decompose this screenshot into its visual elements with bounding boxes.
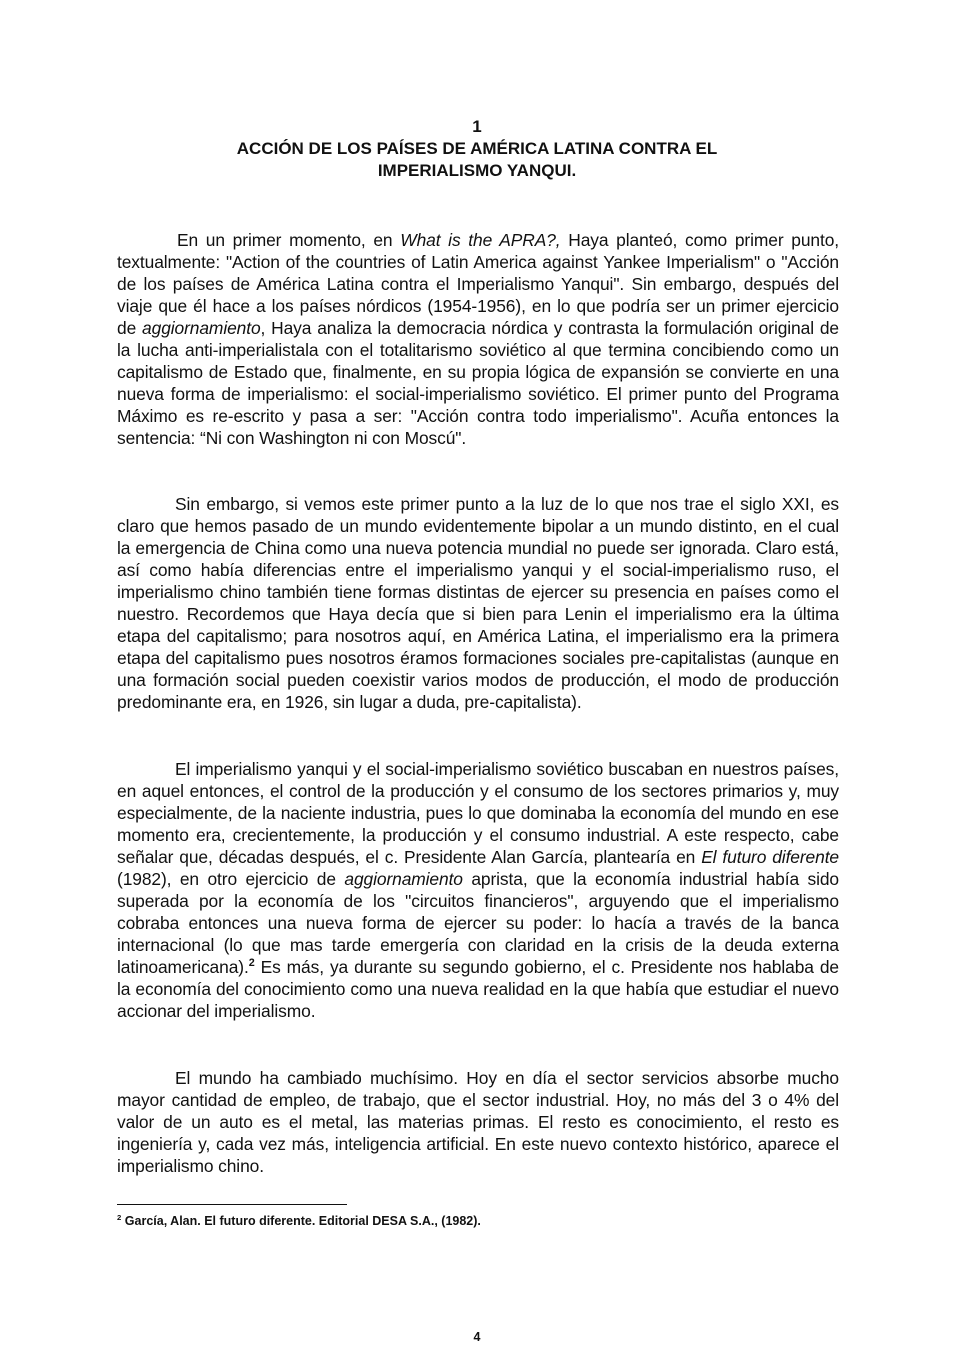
paragraph-1-text — [117, 229, 839, 449]
paragraph-3 — [117, 758, 839, 1022]
paragraph-3-segment: aprista, que la economía industrial había sido superada por la economía de los "circuitos financieros", arguyendo que el imperialismo cobraba entonces una nueva forma de ejercer su poder: lo hacía a través de la banca internacional (lo que mas tarde emergería con claridad en la crisis de la deuda externa latinoamericana). — [117, 869, 839, 977]
footnote-text: García, Alan. El futuro diferente. Editorial DESA S.A., (1982). — [121, 1214, 481, 1228]
paragraph-3-segment: (1982), en otro ejercicio de — [117, 869, 345, 889]
paragraph-3-segment: El imperialismo yanqui y el social-imperialismo soviético buscaban en nuestros países, en aquel entonces, el control de la producción y el consumo de los sectores primarios y, muy especialmente, de la naciente industria, pues lo que dominaba la economía del mundo en ese momento era, crecientemente, la producción y el consumo industrial. A este respecto, cabe señalar que, décadas después, el c. Presidente Alan García, plantearía en — [117, 759, 839, 867]
paragraph-1-segment: Haya planteó, como primer punto, textualmente: "Action of the countries of Latin America against Yankee Imperialism" o "Acción de los países de América Latina contra el Imperialismo Yanqui". Sin embargo, después del viaje que él hace a los países nórdicos (1954-1956), en lo que podría ser un primer ejercicio de — [117, 230, 840, 338]
footnote-reference[interactable]: 2 — [248, 957, 255, 970]
paragraph-3-text — [117, 758, 839, 1022]
paragraph-1-segment: , Haya analiza la democracia nórdica y contrasta la formulación original de la lucha anti-imperialistala con el totalitarismo soviético al que termina concibiendo como un capitalismo de Estado que, finalmente, en su propia lógica de expansión se convierte en una nueva forma de imperialismo: el social-imperialismo soviético. El primer punto del Programa Máximo es re-escrito y pasa a ser: "Acción contra todo imperialismo". Acuña entonces la sentencia: “Ni con Washington ni con Moscú". — [117, 318, 839, 448]
paragraph-4-text: El mundo ha cambiado muchísimo. Hoy en día el sector servicios absorbe mucho mayor cantidad de empleo, de trabajo, que el sector industrial. Hoy, no más del 3 o 4% del valor de un auto es el metal, las materias primas. El resto es conocimiento, el resto es ingeniería y, cada vez más, inteligencia artificial. En este nuevo contexto histórico, aparece el imperialismo chino. — [117, 1068, 839, 1176]
section-title-line-1: ACCIÓN DE LOS PAÍSES DE AMÉRICA LATINA CONTRA EL — [236, 139, 718, 158]
footnote-separator — [117, 1204, 347, 1205]
section-heading — [117, 116, 837, 182]
term-italic: aggiornamiento — [344, 869, 463, 889]
paragraph-2 — [117, 493, 839, 713]
footnote-marker: 2 — [117, 1212, 122, 1222]
section-title-line-2: IMPERIALISMO YANQUI. — [377, 161, 577, 180]
footnote — [117, 1213, 839, 1229]
book-title-italic: El futuro diferente — [701, 847, 840, 867]
term-italic: aggiornamiento — [142, 318, 261, 338]
paragraph-1 — [117, 229, 839, 449]
paragraph-2-text: Sin embargo, si vemos este primer punto a la luz de lo que nos trae el siglo XXI, es claro que hemos pasado de un mundo evidentemente bipolar a un mundo distinto, en el cual la emergencia de China como una nueva potencia mundial no puede ser ignorada. Claro está, así como había diferencias entre el imperialismo yanqui y el social-imperialismo ruso, el imperialismo chino también tiene formas distintas de ejercer su presencia en países como el nuestro. Recordemos que Haya decía que si bien para Lenin el imperialismo era la última etapa del capitalismo; para nosotros aquí, en América Latina, el imperialismo era la primera etapa del capitalismo pues nosotros éramos formaciones sociales pre-capitalistas (aunque en una formación social pueden coexistir varios modos de producción, el modo de producción predominante era, en 1926, sin lugar a duda, pre-capitalista). — [117, 494, 839, 712]
paragraph-4 — [117, 1067, 839, 1177]
book-title-italic: What is the APRA?, — [400, 230, 561, 250]
page-number: 4 — [473, 1330, 481, 1344]
section-number: 1 — [472, 117, 482, 136]
paragraph-3-segment: Es más, ya durante su segundo gobierno, el c. Presidente nos hablaba de la economía del conocimiento como una nueva realidad en la que había que estudiar el nuevo accionar del imperialismo. — [117, 957, 839, 1021]
paragraph-1-segment: En un primer momento, en — [177, 230, 401, 250]
